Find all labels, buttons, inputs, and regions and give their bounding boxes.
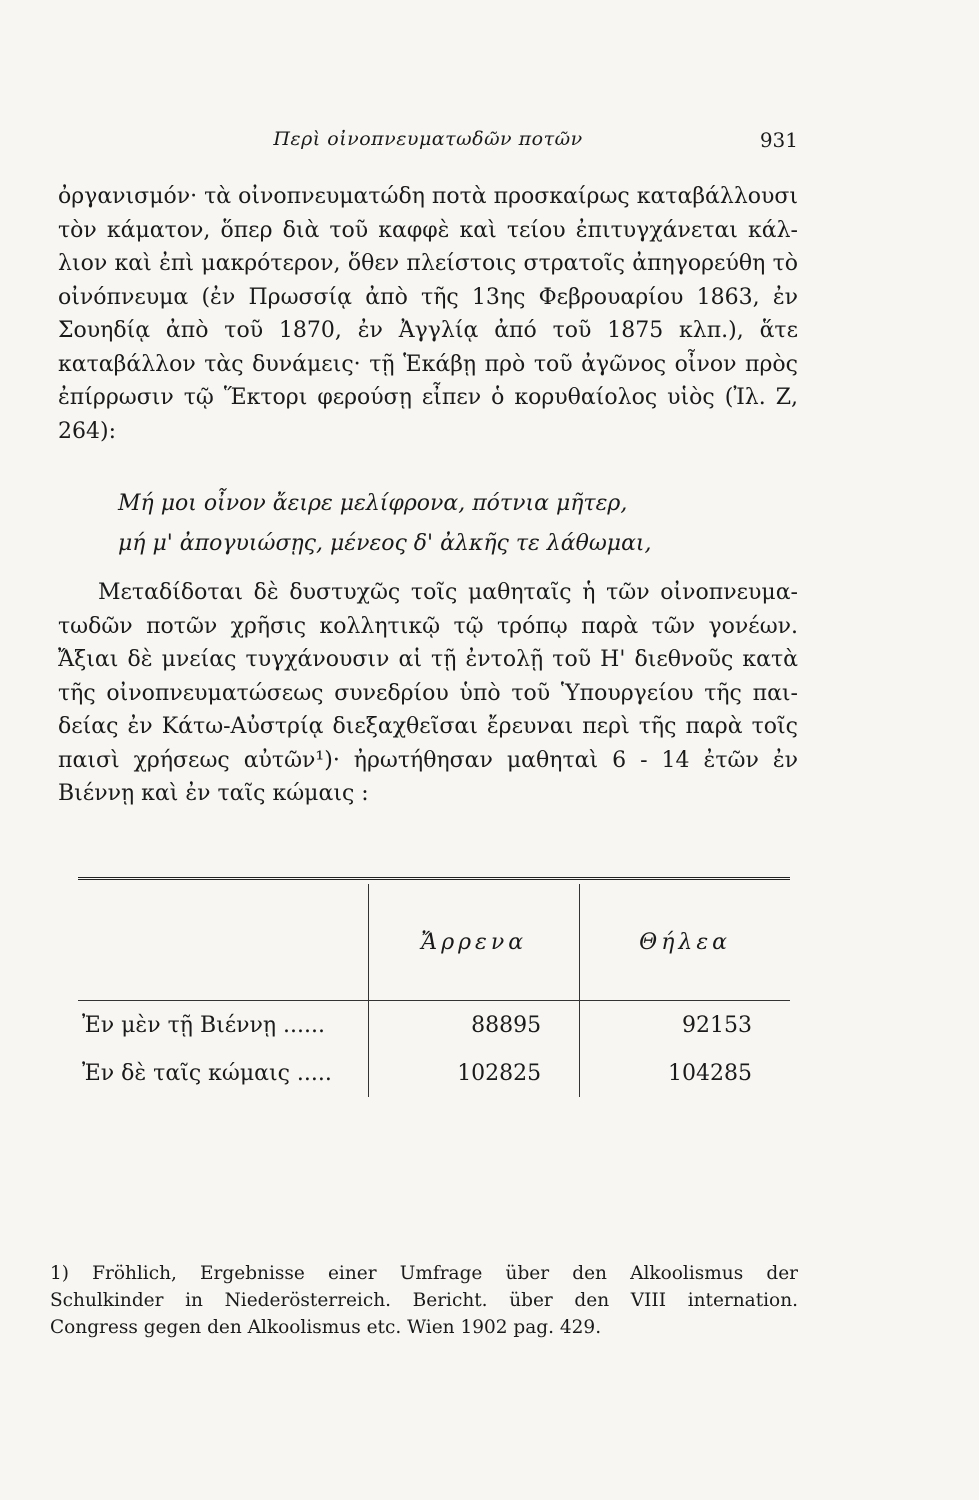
table-header-blank: [78, 884, 369, 1001]
column-header-male: Ἄρρενα: [369, 884, 580, 1001]
text-line: τῆς οἰνοπνευματώσεως συνεδρίου ὑπὸ τοῦ Ὑπουργείου τῆς παι-: [58, 680, 798, 706]
page-header: [58, 128, 798, 160]
text-line: καταβάλλον τὰς δυνάμεις· τῇ Ἑκάβῃ πρὸ τοῦ ἀγῶνος οἶνον πρὸς: [58, 351, 798, 377]
text-line: λιον καὶ ἐπὶ μακρότερον, ὅθεν πλείστοις στρατοῖς ἀπηγορεύθη τὸ: [58, 251, 798, 276]
paragraph-1: [58, 180, 798, 448]
table-cell: 88895: [369, 1001, 580, 1050]
footnote: [50, 1260, 798, 1341]
paragraph-2: [58, 576, 798, 811]
text-line: οἰνόπνευμα (ἐν Πρωσσίᾳ ἀπὸ τῆς 13ης Φεβρουαρίου 1863, ἐν: [58, 284, 798, 310]
table-cell: 92153: [580, 1001, 790, 1050]
page-number: 931: [759, 128, 798, 152]
table-top-rule: [78, 877, 790, 884]
text-line: Βιέννῃ καὶ ἐν ταῖς κώμαις :: [58, 781, 369, 806]
column-header-female: Θήλεα: [580, 884, 790, 1001]
text-line: ἐπίρρωσιν τῷ Ἕκτορι φερούσῃ εἶπεν ὁ κορυθαίολος υἱὸς (Ἰλ. Ζ,: [58, 385, 798, 410]
table-row: [78, 1001, 790, 1050]
verse-quote: [118, 484, 798, 564]
row-label: Ἐν μὲν τῇ Βιέννῃ ......: [82, 1012, 326, 1038]
table-cell: 104285: [580, 1049, 790, 1097]
text-line: τωδῶν ποτῶν χρῆσις κολλητικῷ τῷ τρόπῳ παρὰ τῶν γονέων.: [58, 613, 798, 639]
footnote-line: Schulkinder in Niederösterreich. Bericht. über den VIII internation.: [50, 1290, 798, 1311]
table-header-row: [78, 884, 790, 1001]
statistics-table: [78, 877, 790, 1097]
text-line: τὸν κάματον, ὅπερ διὰ τοῦ καφφὲ καὶ τείου ἐπιτυγχάνεται κάλ-: [58, 217, 798, 243]
verse-line: μή μ' ἀπογυιώσῃς, μένεος δ' ἀλκῆς τε λάθωμαι,: [118, 531, 652, 556]
row-label: Ἐν δὲ ταῖς κώμαις .....: [82, 1060, 332, 1086]
footnote-line: 1) Fröhlich, Ergebnisse einer Umfrage über den Alkoolismus der: [50, 1263, 798, 1284]
text-line: Ἄξιαι δὲ μνείας τυγχάνουσιν αἱ τῇ ἐντολῇ τοῦ Η' διεθνοῦς κατὰ: [58, 647, 798, 672]
table-cell: 102825: [369, 1049, 580, 1097]
running-title: Περὶ οἰνοπνευματωδῶν ποτῶν: [273, 128, 583, 150]
verse-line: Μή μοι οἶνον ἄειρε μελίφρονα, πότνια μῆτερ,: [118, 491, 628, 516]
text-line: Σουηδίᾳ ἀπὸ τοῦ 1870, ἐν Ἀγγλίᾳ ἀπό τοῦ 1875 κλπ.), ἅτε: [58, 318, 798, 343]
footnote-line: Congress gegen den Alkoolismus etc. Wien 1902 pag. 429.: [50, 1317, 602, 1338]
text-line: ὀργανισμόν· τὰ οἰνοπνευματώδη ποτὰ προσκαίρως καταβάλλουσι: [58, 184, 799, 209]
text-line: Μεταδίδοται δὲ δυστυχῶς τοῖς μαθηταῖς ἡ τῶν οἰνοπνευμα-: [98, 580, 798, 605]
table-row: [78, 1049, 790, 1097]
text-line: δείας ἐν Κάτω-Αὐστρίᾳ διεξαχθεῖσαι ἔρευναι περὶ τῆς παρὰ τοῖς: [58, 714, 798, 739]
text-line: παισὶ χρήσεως αὐτῶν¹)· ἠρωτήθησαν μαθηταὶ 6 - 14 ἐτῶν ἐν: [58, 747, 798, 773]
text-line: 264):: [58, 418, 116, 444]
